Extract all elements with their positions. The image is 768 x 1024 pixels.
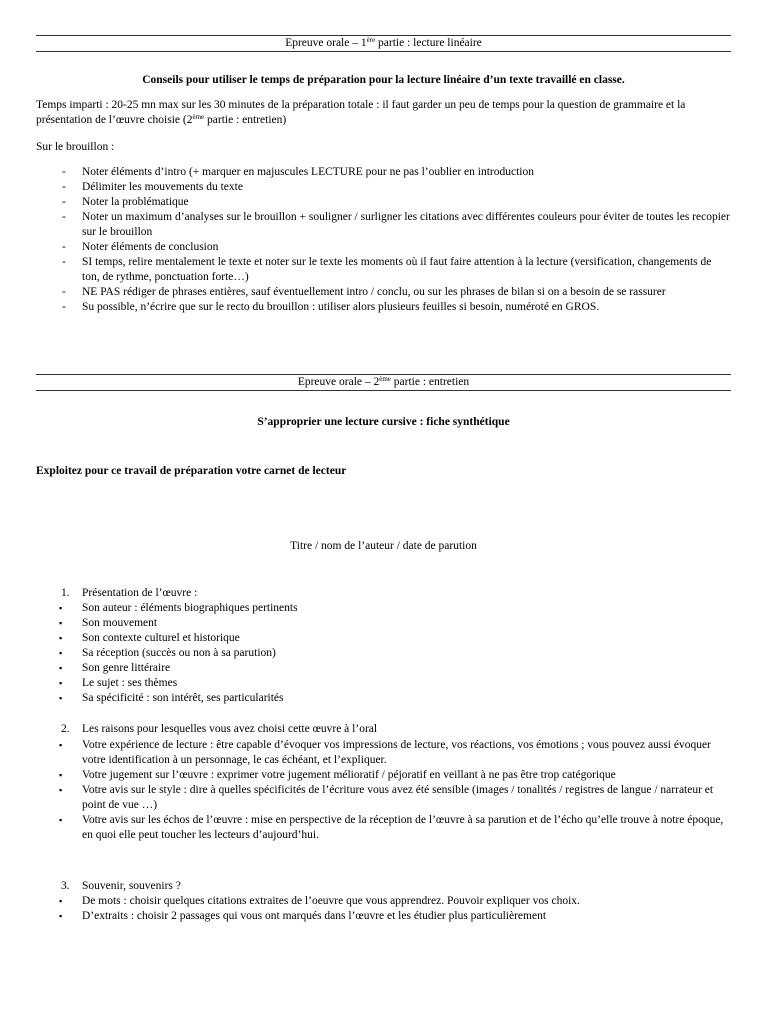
list-item: ▪ Son contexte culturel et historique	[59, 632, 240, 644]
list-item: ▪ Votre avis sur le style : dire à quelles spécificités de l’écriture vous avez été sensible (images / tonalités / registres de langue / narrateur et point de vue …)	[59, 784, 714, 811]
list-item: - NE PAS rédiger de phrases entières, sauf éventuellement intro / conclu, ou sur les phrases de bilan si on a besoin de se rassurer	[62, 286, 666, 298]
list-item: - SI temps, relire mentalement le texte et noter sur le texte les moments où il faut faire attention à la lecture (versification, changements de ton, de rythme, ponctuation forte…)	[62, 256, 712, 283]
part1-intro-text-end: partie : entretien)	[204, 114, 287, 126]
list-item: - Délimiter les mouvements du texte	[62, 181, 243, 193]
part1-header-prefix: Epreuve orale – 1	[285, 37, 367, 49]
part1-title: Conseils pour utiliser le temps de préparation pour la lecture linéaire d’un texte travaillé en classe.	[142, 74, 625, 86]
brouillon-list	[36, 165, 731, 315]
list-item: ▪ De mots : choisir quelques citations extraites de l’oeuvre que vous apprendrez. Pouvoir expliquer vos choix.	[59, 895, 580, 907]
list-item: ▪ Le sujet : ses thèmes	[59, 677, 178, 689]
list-item: ▪ Votre avis sur les échos de l’œuvre : mise en perspective de la réception de l’œuvre à sa parution et de l’écho qu’elle trouve à notre époque, en quoi elle peut toucher les lecteurs d’aujourd’hui.	[59, 814, 724, 841]
section-1-list	[36, 601, 731, 706]
section-2-list	[36, 738, 731, 843]
part2-subtitle: Exploitez pour ce travail de préparation votre carnet de lecteur	[36, 465, 347, 477]
section-3-heading-list	[36, 879, 731, 894]
part1-intro	[36, 98, 731, 128]
section-heading: 2. Les raisons pour lesquelles vous avez choisi cette œuvre à l’oral	[61, 723, 378, 735]
part2-header-prefix: Epreuve orale – 2	[297, 376, 380, 388]
part1-header	[36, 35, 731, 52]
list-item: - Su possible, n’écrire que sur le recto du brouillon : utiliser alors plusieurs feuilles si besoin, numéroté en GROS.	[62, 301, 600, 313]
section-1-heading-list	[36, 586, 731, 601]
list-item: ▪ Son mouvement	[59, 617, 158, 629]
list-item: ▪ Votre expérience de lecture : être capable d’évoquer vos impressions de lecture, vos réactions, vos émotions ; vous pouvez aussi évoquer votre identification à un personnage, le cas échéant, et l’expliquer.	[59, 739, 711, 766]
list-item: ▪ Votre jugement sur l’œuvre : exprimer votre jugement mélioratif / péjoratif en veillant à ne pas être trop catégorique	[59, 769, 616, 781]
part2-header-suffix: partie : entretien	[390, 376, 470, 388]
part1-intro-text: Temps imparti : 20-25 mn max sur les 30 minutes de la préparation totale : il faut garder un peu de temps pour la question de grammaire et la présentation de l’œuvre choisie (2	[36, 99, 686, 126]
list-item: - Noter éléments de conclusion	[62, 241, 219, 253]
list-item: - Noter éléments d’intro (+ marquer en majuscules LECTURE pour ne pas l’oublier en introduction	[62, 166, 534, 178]
fiche-title: Titre / nom de l’auteur / date de parution	[290, 540, 477, 552]
list-item: - Noter un maximum d’analyses sur le brouillon + souligner / surligner les citations avec différentes couleurs pour éviter de toutes les recopier sur le brouillon	[62, 211, 730, 238]
section-heading: 1. Présentation de l’œuvre :	[61, 587, 198, 599]
list-item: ▪ Son genre littéraire	[59, 662, 171, 674]
part2-header	[36, 374, 731, 391]
part2-title: S’approprier une lecture cursive : fiche synthétique	[257, 416, 510, 428]
part2-header-sup: ème	[379, 375, 391, 383]
list-item: ▪ Son auteur : éléments biographiques pertinents	[59, 602, 298, 614]
section-3-list	[36, 894, 731, 924]
brouillon-label: Sur le brouillon :	[36, 141, 115, 153]
list-item: - Noter la problématique	[62, 196, 189, 208]
section-2-heading-list	[36, 722, 731, 737]
part1-header-suffix: partie : lecture linéaire	[375, 37, 482, 49]
section-heading: 3. Souvenir, souvenirs ?	[61, 880, 181, 892]
list-item: ▪ D’extraits : choisir 2 passages qui vous ont marqués dans l’œuvre et les étudier plus particulièrement	[59, 910, 547, 922]
list-item: ▪ Sa spécificité : son intérêt, ses particularités	[59, 692, 284, 704]
part1-intro-sup: ème	[192, 113, 205, 121]
part1-header-sup: ère	[366, 36, 376, 44]
list-item: ▪ Sa réception (succès ou non à sa parution)	[59, 647, 276, 659]
